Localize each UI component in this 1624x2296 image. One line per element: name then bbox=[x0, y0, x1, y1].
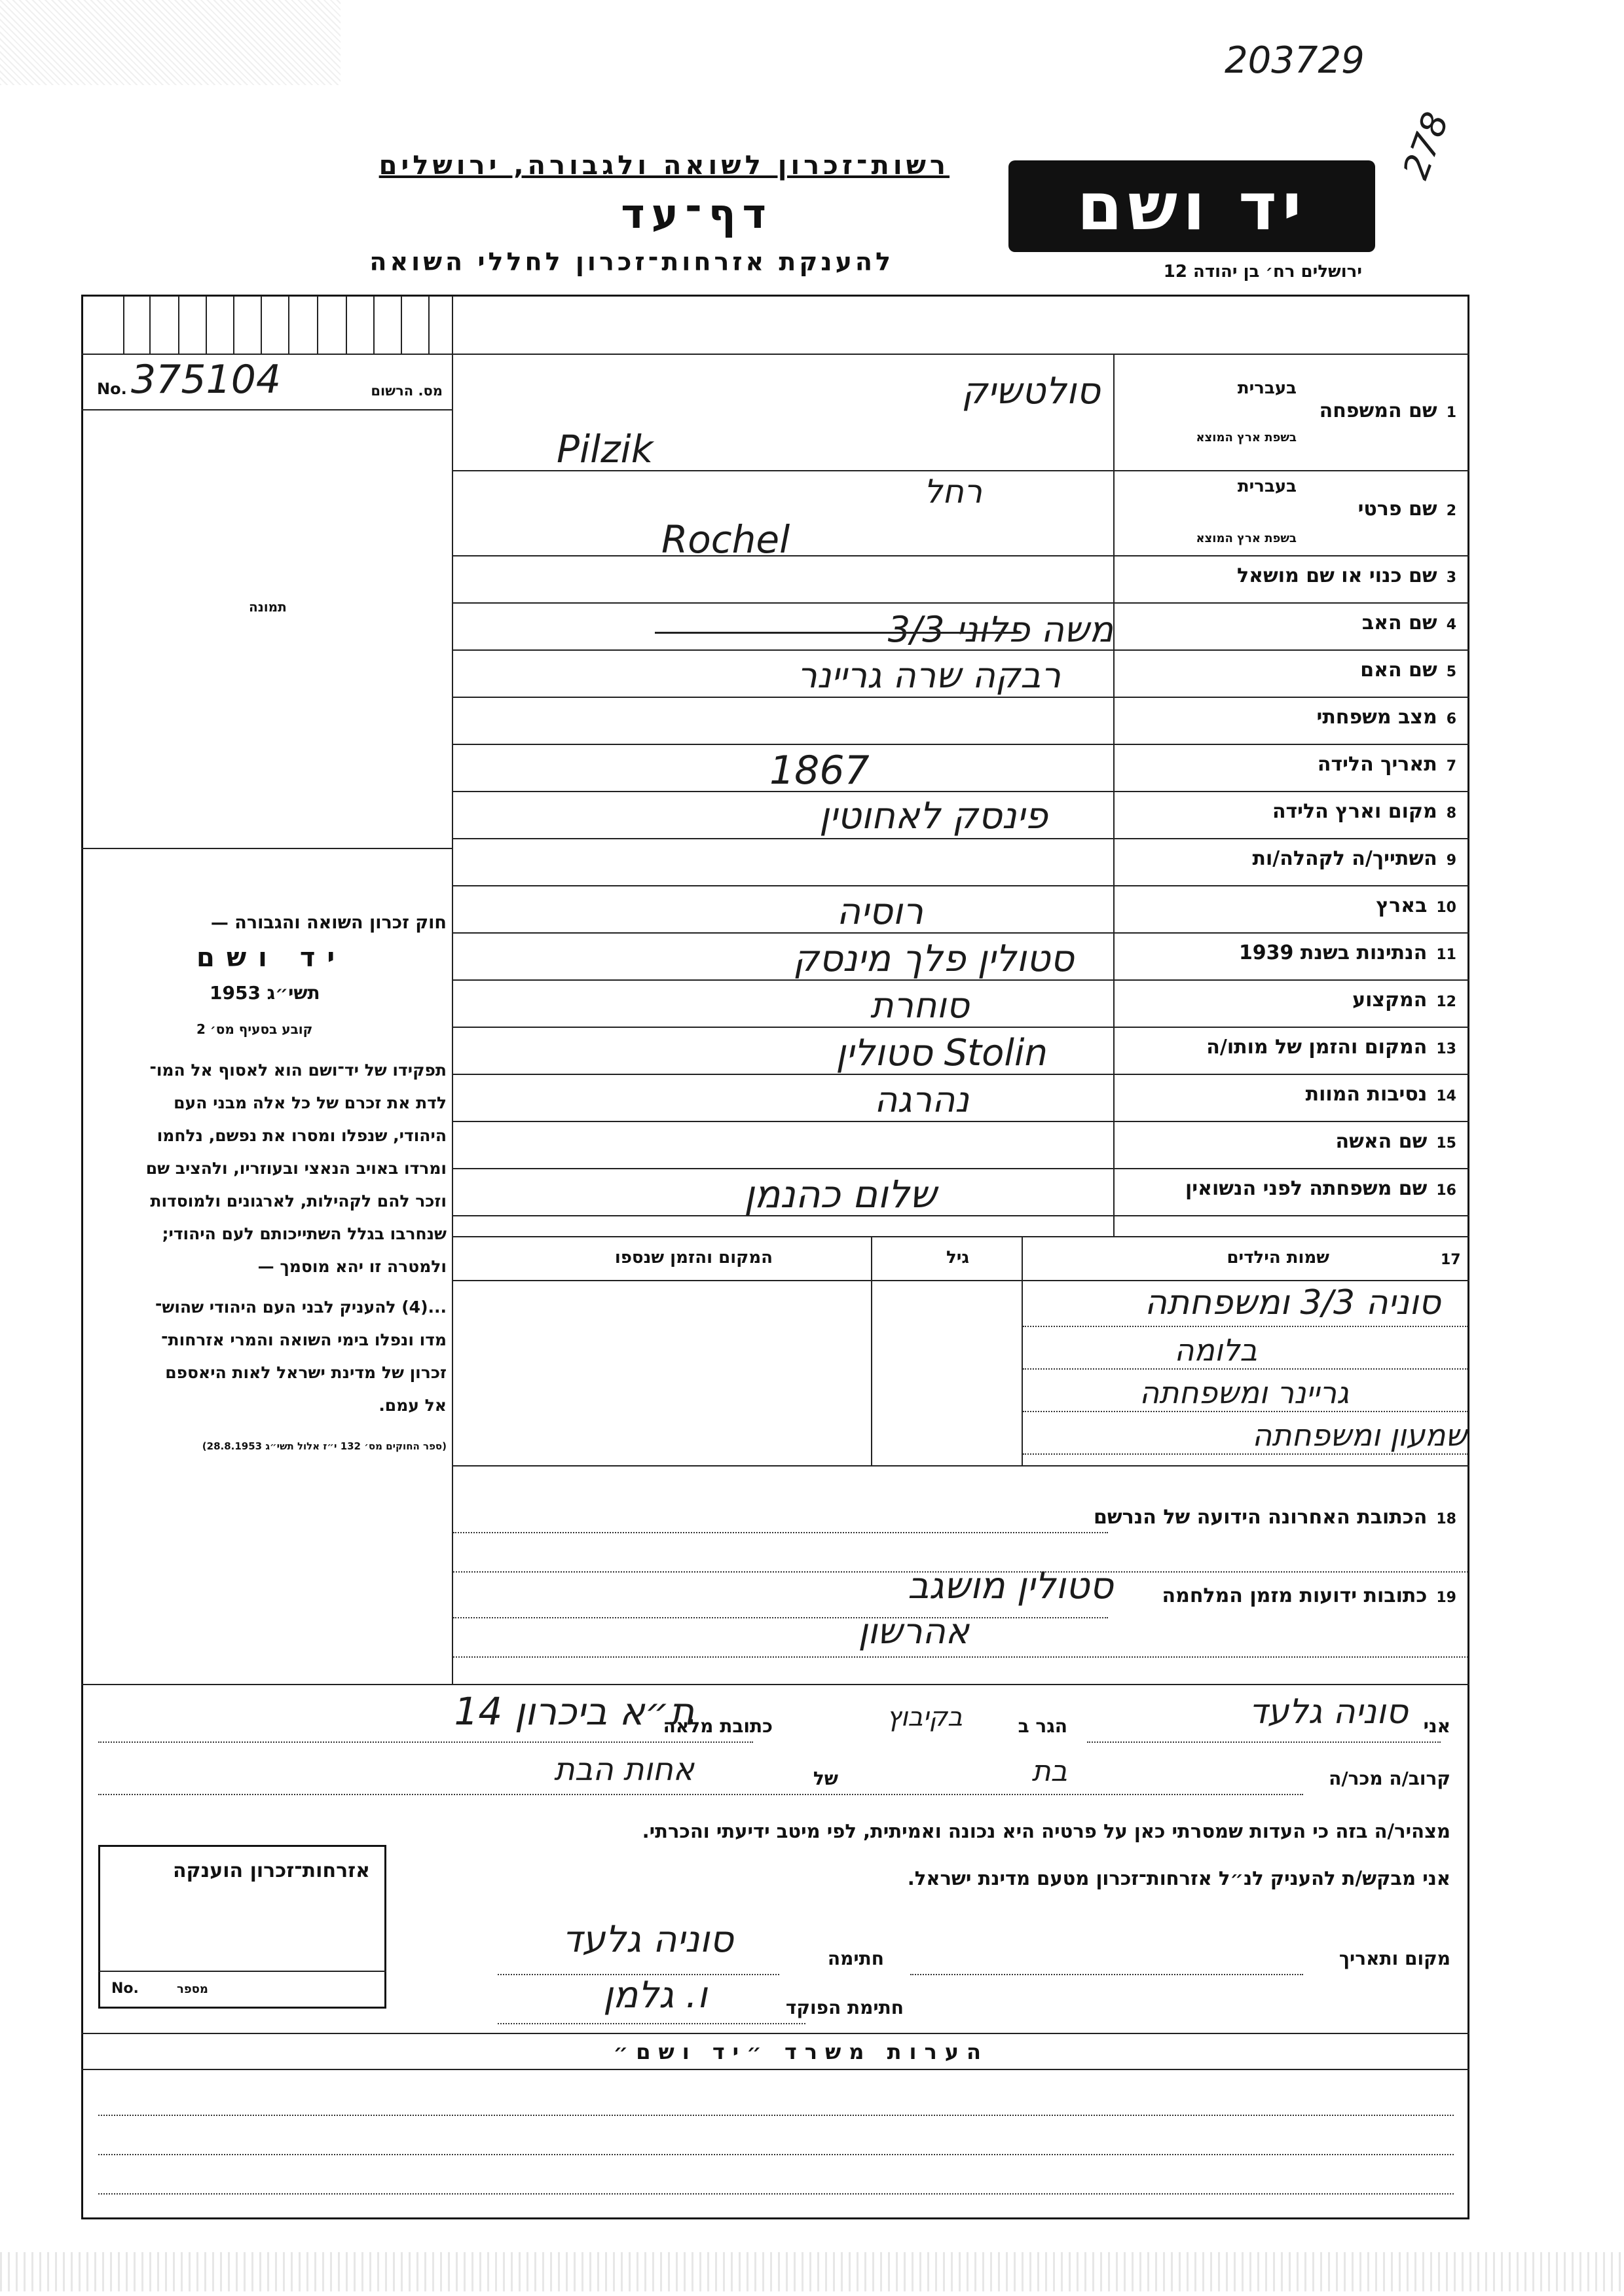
children-age-header: גיל bbox=[946, 1248, 969, 1267]
field-15-text: שם האשה bbox=[1335, 1130, 1428, 1153]
field-12-label bbox=[1352, 989, 1456, 1011]
field-9-label bbox=[1252, 847, 1456, 870]
field-10-text: בארץ bbox=[1376, 894, 1428, 917]
of-value[interactable]: אחות הבת bbox=[554, 1751, 694, 1788]
field-13-label bbox=[1206, 1036, 1456, 1059]
field-3-label bbox=[1237, 564, 1456, 587]
child-name[interactable]: גריינר ומשפחתה bbox=[1139, 1375, 1349, 1410]
header-address: ירושלים רח׳ בן יהודה 12 bbox=[1163, 262, 1362, 282]
birthplace-value[interactable]: פינסק לאחוטין bbox=[819, 795, 1048, 837]
field-8-label bbox=[1272, 800, 1456, 823]
citizenship-1939-value[interactable]: סטולין פלך מינסק bbox=[792, 938, 1074, 980]
field-5-label bbox=[1360, 659, 1456, 682]
child-name[interactable]: בלומה bbox=[1174, 1332, 1257, 1368]
field-num: 9 bbox=[1446, 852, 1456, 869]
field-6-label bbox=[1317, 706, 1456, 729]
of-label: של bbox=[813, 1768, 838, 1789]
children-num: 17 bbox=[1441, 1252, 1461, 1268]
wartime-address-label bbox=[1162, 1584, 1457, 1607]
place-date-label: מקום ותאריך bbox=[1338, 1948, 1450, 1969]
field-8-text: מקום וארץ הלידה bbox=[1272, 800, 1437, 823]
field-num: 5 bbox=[1446, 664, 1456, 680]
field-num: 1 bbox=[1446, 405, 1456, 421]
law-line: אל עמם. bbox=[378, 1396, 447, 1415]
law-text bbox=[80, 1054, 447, 1422]
mother-name-value[interactable]: רבקה שרה גריינר bbox=[797, 655, 1061, 696]
law-line: מדו ונפלו בימי השואה והמרי אזרחות־ bbox=[161, 1330, 447, 1349]
field-num: 7 bbox=[1446, 758, 1456, 774]
law-line: שנחרבו בגלל השתייכותם לעם היהודי; bbox=[162, 1224, 447, 1243]
field-num: 11 bbox=[1436, 947, 1456, 963]
resides-value[interactable]: בקיבוץ bbox=[886, 1702, 963, 1732]
father-name-strike bbox=[655, 632, 1022, 634]
field-7-text: תאריך הלידה bbox=[1317, 753, 1437, 776]
registration-label: מס. הרשום bbox=[371, 383, 443, 399]
field-10-label bbox=[1376, 894, 1456, 917]
resides-label: הגר ב bbox=[1018, 1715, 1067, 1737]
surname-hebrew-value[interactable]: סולטשיק bbox=[961, 370, 1100, 412]
field-14-text: נסיבות המוות bbox=[1305, 1083, 1428, 1106]
law-line: זכרון של מדינת ישראל לאות היאספם bbox=[165, 1363, 447, 1382]
surname-native-value[interactable]: Pilzik bbox=[557, 427, 654, 471]
official-signature-label: חתימת הפוקד bbox=[785, 1997, 904, 2018]
field-1-text: שם המשפחה bbox=[1319, 399, 1437, 422]
field-num: 3 bbox=[1446, 570, 1456, 586]
birth-date-value[interactable]: 1867 bbox=[769, 748, 870, 793]
law-footnote: (ספר החוקים מס׳ 132 י״ז אלול תשי״ג 28.8.1953) bbox=[202, 1440, 447, 1452]
photo-label: תמונה bbox=[249, 599, 287, 615]
law-name: יד ושם bbox=[196, 943, 347, 973]
father-name-value[interactable]: משה פלוני 3/3 bbox=[887, 609, 1113, 650]
field-num: 18 bbox=[1436, 1511, 1456, 1527]
field-2-sub-hebrew: בעברית bbox=[1237, 477, 1297, 496]
law-line: ומרדו באויב הנאצי ובעוזריו, ולהציב שם bbox=[145, 1159, 447, 1178]
relative-label: קרוב/ה מכר/ה bbox=[1329, 1768, 1450, 1789]
field-12-text: המקצוע bbox=[1352, 989, 1428, 1011]
field-num: 15 bbox=[1436, 1135, 1456, 1152]
field-2-text: שם פרטי bbox=[1357, 498, 1437, 520]
children-names-header: שמות הילדים bbox=[1227, 1248, 1329, 1267]
first-name-hebrew-value[interactable]: רחל bbox=[923, 473, 982, 511]
field-9-text: השתייך/ה לקהלה/ות bbox=[1252, 847, 1437, 870]
field-3-text: שם כנוי או שם מושאל bbox=[1237, 564, 1437, 587]
scan-artifact bbox=[0, 2252, 1624, 2291]
law-title: חוק זכרון השואה והגבורה — bbox=[210, 913, 447, 933]
field-16-text: שם משפחתה לפני הנשואין bbox=[1185, 1177, 1428, 1200]
signature-label: חתימה bbox=[827, 1948, 884, 1969]
field-15-label bbox=[1335, 1130, 1456, 1153]
field-num: 8 bbox=[1446, 805, 1456, 822]
full-address-label: כתובת מלאה bbox=[663, 1715, 773, 1737]
signature-value[interactable]: סוניה גלעד bbox=[562, 1918, 733, 1961]
first-name-native-value[interactable]: Rochel bbox=[661, 517, 790, 562]
field-num: 6 bbox=[1446, 711, 1456, 727]
child-name[interactable]: שמעון ומשפחתה bbox=[1252, 1417, 1467, 1453]
field-num: 10 bbox=[1436, 900, 1456, 916]
field-1-sub-native: בשפת ארץ המוצא bbox=[1196, 431, 1297, 445]
field-4-label bbox=[1362, 611, 1456, 634]
field-num: 13 bbox=[1436, 1041, 1456, 1057]
citizenship-number-label: מספר bbox=[177, 1982, 208, 1996]
death-circumstances-value[interactable]: נהרגה bbox=[874, 1079, 969, 1120]
law-line: לדת את זכרם של כל אלה מבני העם bbox=[174, 1093, 447, 1112]
law-line: היהודי, שנפלו ומסרו את נפשם, נלחמו bbox=[157, 1126, 447, 1145]
last-address-text: הכתובת האחרונה הידועה של הנרשם bbox=[1094, 1506, 1428, 1529]
field-2-label bbox=[1358, 498, 1456, 520]
logo-text: יד ושם bbox=[1077, 168, 1307, 245]
field-num: 19 bbox=[1436, 1590, 1456, 1606]
field-6-text: מצב משפחתי bbox=[1316, 706, 1437, 729]
field-4-text: שם האב bbox=[1361, 611, 1437, 634]
declaration-i-label: אני bbox=[1423, 1715, 1450, 1737]
relative-value[interactable]: בת bbox=[1031, 1755, 1067, 1788]
citizenship-box-title: אזרחות־זכרון הוענקה bbox=[172, 1859, 370, 1882]
official-signature-value[interactable]: ו. גלמן bbox=[602, 1974, 707, 2016]
law-line: ...(4) להעניק לבני העם היהודי שהוש־ bbox=[155, 1298, 447, 1317]
field-11-text: הנתינות בשנת 1939 bbox=[1238, 941, 1428, 964]
archive-number: 203729 bbox=[1225, 39, 1365, 82]
field-num: 14 bbox=[1436, 1088, 1456, 1104]
field-num: 12 bbox=[1436, 994, 1456, 1010]
yad-vashem-logo bbox=[1008, 160, 1375, 252]
field-7-label bbox=[1318, 753, 1456, 776]
maiden-name-value[interactable]: שלום כהנמן bbox=[744, 1172, 936, 1216]
law-line: תפקידו של יד־ושם הוא לאסוף אל המו־ bbox=[149, 1061, 447, 1080]
declarant-name-value[interactable]: סוניה גלעד bbox=[1249, 1692, 1408, 1732]
law-year: תשי״ג 1953 bbox=[210, 982, 320, 1004]
child-name[interactable]: סוניה 3/3 ומשפחתה bbox=[1144, 1283, 1441, 1322]
field-1-sub-hebrew: בעברית bbox=[1237, 378, 1297, 398]
country-value[interactable]: רוסיה bbox=[836, 890, 923, 933]
full-address-value[interactable]: ת״א ביכרון 14 bbox=[454, 1689, 694, 1734]
death-place-value[interactable]: Stolin סטולין bbox=[836, 1032, 1048, 1074]
field-num: 16 bbox=[1436, 1182, 1456, 1199]
field-14-label bbox=[1306, 1083, 1456, 1106]
declaration-statement: מצהיר/ה בזה כי העדות שמסרתי כאן על פרטיה היא נכונה ואמיתית, לפי מיטב ידיעתי והכרתי. bbox=[642, 1820, 1450, 1842]
law-line: ולמטרה זו יהא מוסמך — bbox=[257, 1257, 447, 1276]
field-1-label bbox=[1320, 399, 1456, 422]
field-2-sub-native: בשפת ארץ המוצא bbox=[1196, 532, 1297, 545]
field-13-text: המקום והזמן של מותו/ה bbox=[1206, 1036, 1428, 1059]
wartime-address-text: כתובות ידועות מזמן המלחמה bbox=[1162, 1584, 1428, 1607]
remarks-title: הערות משרד ״יד ושם״ bbox=[613, 2039, 989, 2064]
declaration-request: אני מבקש/ת להעניק לנ״ל אזרחות־זכרון מטעם מדינת ישראל. bbox=[907, 1867, 1450, 1889]
wartime-address-value-2[interactable]: אהרשון bbox=[858, 1611, 969, 1652]
field-num: 4 bbox=[1446, 617, 1456, 633]
form-subtitle: להענקת אזרחות־זכרון לחללי השואה bbox=[369, 247, 894, 276]
profession-value[interactable]: סוחרת bbox=[870, 985, 969, 1026]
field-16-label bbox=[1185, 1177, 1456, 1200]
wartime-address-value[interactable]: סטולין מושגב bbox=[908, 1565, 1113, 1607]
law-line: וזכר להם לקהילות, לארגונים ולמוסדות bbox=[150, 1192, 447, 1211]
field-num: 2 bbox=[1446, 503, 1456, 519]
corner-mark: 278 bbox=[1395, 107, 1457, 185]
children-place-header: המקום והזמן שנספו bbox=[614, 1248, 773, 1267]
authority-title: רשות־זכרון לשואה ולגבורה, ירושלים bbox=[378, 151, 950, 181]
field-5-text: שם האם bbox=[1360, 659, 1437, 682]
last-address-label bbox=[1094, 1506, 1456, 1529]
registration-number: 375104 bbox=[131, 357, 282, 403]
registration-no-label: No. bbox=[97, 380, 127, 398]
law-clause: קובע בסעיף מס׳ 2 bbox=[196, 1021, 313, 1037]
citizenship-no-label: No. bbox=[111, 1980, 139, 1997]
scan-artifact bbox=[0, 0, 341, 85]
field-11-label bbox=[1239, 941, 1456, 964]
form-title: דף־עד bbox=[621, 190, 773, 238]
